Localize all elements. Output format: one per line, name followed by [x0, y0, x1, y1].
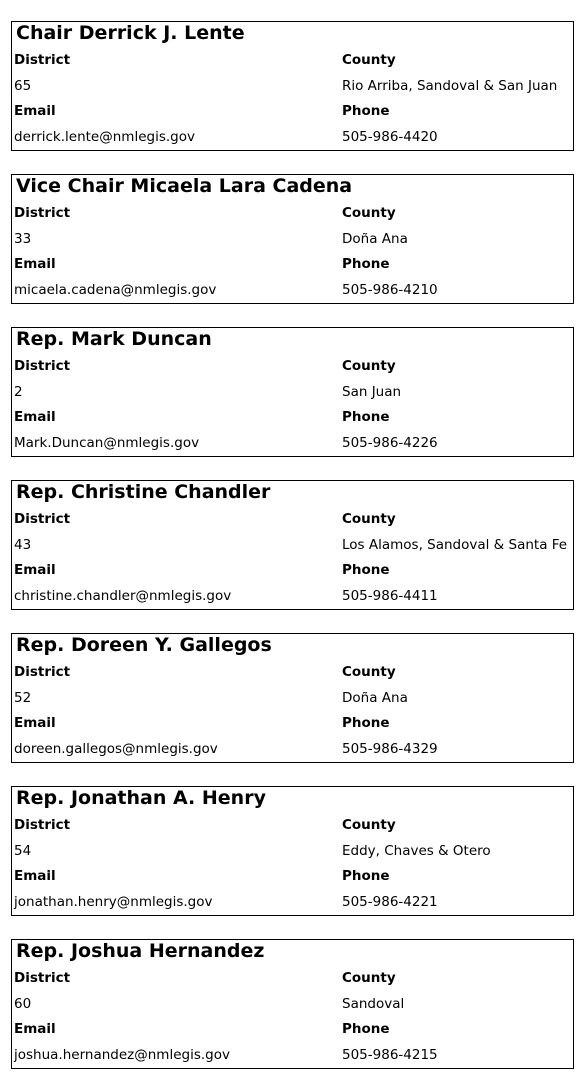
district-value: 43	[14, 536, 32, 553]
district-label: District	[14, 205, 71, 221]
member-title: Vice Chair Micaela Lara Cadena	[16, 175, 353, 197]
email-label: Email	[14, 409, 56, 425]
member-title: Rep. Mark Duncan	[16, 328, 212, 350]
district-label: District	[14, 511, 71, 527]
email-value[interactable]: derrick.lente@nmlegis.gov	[14, 128, 195, 145]
member-title: Rep. Doreen Y. Gallegos	[16, 634, 272, 656]
county-label: County	[342, 664, 396, 680]
member-details	[14, 813, 573, 915]
member-card	[11, 480, 574, 610]
district-label: District	[14, 52, 71, 68]
county-value: Los Alamos, Sandoval & Santa Fe	[342, 536, 568, 553]
member-details	[14, 660, 573, 762]
member-title: Rep. Christine Chandler	[16, 481, 271, 503]
member-details	[14, 48, 573, 150]
email-label: Email	[14, 868, 56, 884]
phone-label: Phone	[342, 256, 390, 272]
email-label: Email	[14, 256, 56, 272]
email-value[interactable]: jonathan.henry@nmlegis.gov	[14, 893, 213, 910]
email-value[interactable]: christine.chandler@nmlegis.gov	[14, 587, 232, 604]
phone-value[interactable]: 505-986-4411	[342, 587, 438, 604]
district-label: District	[14, 970, 71, 986]
member-card	[11, 786, 574, 916]
phone-label: Phone	[342, 103, 390, 119]
member-details	[14, 966, 573, 1068]
county-label: County	[342, 52, 396, 68]
phone-label: Phone	[342, 562, 390, 578]
county-label: County	[342, 358, 396, 374]
district-value: 33	[14, 230, 32, 247]
member-card	[11, 21, 574, 151]
email-label: Email	[14, 103, 56, 119]
district-label: District	[14, 358, 71, 374]
member-details	[14, 201, 573, 303]
phone-value[interactable]: 505-986-4215	[342, 1046, 438, 1063]
phone-value[interactable]: 505-986-4221	[342, 893, 438, 910]
member-card	[11, 327, 574, 457]
district-value: 65	[14, 77, 32, 94]
email-label: Email	[14, 715, 56, 731]
phone-label: Phone	[342, 409, 390, 425]
email-value[interactable]: joshua.hernandez@nmlegis.gov	[14, 1046, 230, 1063]
district-value: 52	[14, 689, 32, 706]
district-value: 2	[14, 383, 23, 400]
email-label: Email	[14, 562, 56, 578]
district-label: District	[14, 817, 71, 833]
phone-label: Phone	[342, 715, 390, 731]
phone-label: Phone	[342, 868, 390, 884]
member-card	[11, 174, 574, 304]
county-value: Eddy, Chaves & Otero	[342, 842, 491, 859]
member-details	[14, 354, 573, 456]
member-title: Rep. Joshua Hernandez	[16, 940, 265, 962]
county-label: County	[342, 817, 396, 833]
county-label: County	[342, 970, 396, 986]
phone-label: Phone	[342, 1021, 390, 1037]
email-value[interactable]: doreen.gallegos@nmlegis.gov	[14, 740, 218, 757]
phone-value[interactable]: 505-986-4420	[342, 128, 438, 145]
county-label: County	[342, 511, 396, 527]
county-value: San Juan	[342, 383, 402, 400]
district-value: 54	[14, 842, 32, 859]
phone-value[interactable]: 505-986-4210	[342, 281, 438, 298]
district-value: 60	[14, 995, 32, 1012]
member-card-list	[11, 21, 574, 1092]
member-title: Chair Derrick J. Lente	[16, 22, 245, 44]
county-label: County	[342, 205, 396, 221]
member-card	[11, 939, 574, 1069]
county-value: Doña Ana	[342, 689, 408, 706]
county-value: Doña Ana	[342, 230, 408, 247]
member-title: Rep. Jonathan A. Henry	[16, 787, 266, 809]
email-value[interactable]: Mark.Duncan@nmlegis.gov	[14, 434, 200, 451]
member-details	[14, 507, 573, 609]
member-card	[11, 633, 574, 763]
district-label: District	[14, 664, 71, 680]
phone-value[interactable]: 505-986-4329	[342, 740, 438, 757]
county-value: Sandoval	[342, 995, 405, 1012]
county-value: Rio Arriba, Sandoval & San Juan	[342, 77, 558, 94]
phone-value[interactable]: 505-986-4226	[342, 434, 438, 451]
email-value[interactable]: micaela.cadena@nmlegis.gov	[14, 281, 217, 298]
email-label: Email	[14, 1021, 56, 1037]
